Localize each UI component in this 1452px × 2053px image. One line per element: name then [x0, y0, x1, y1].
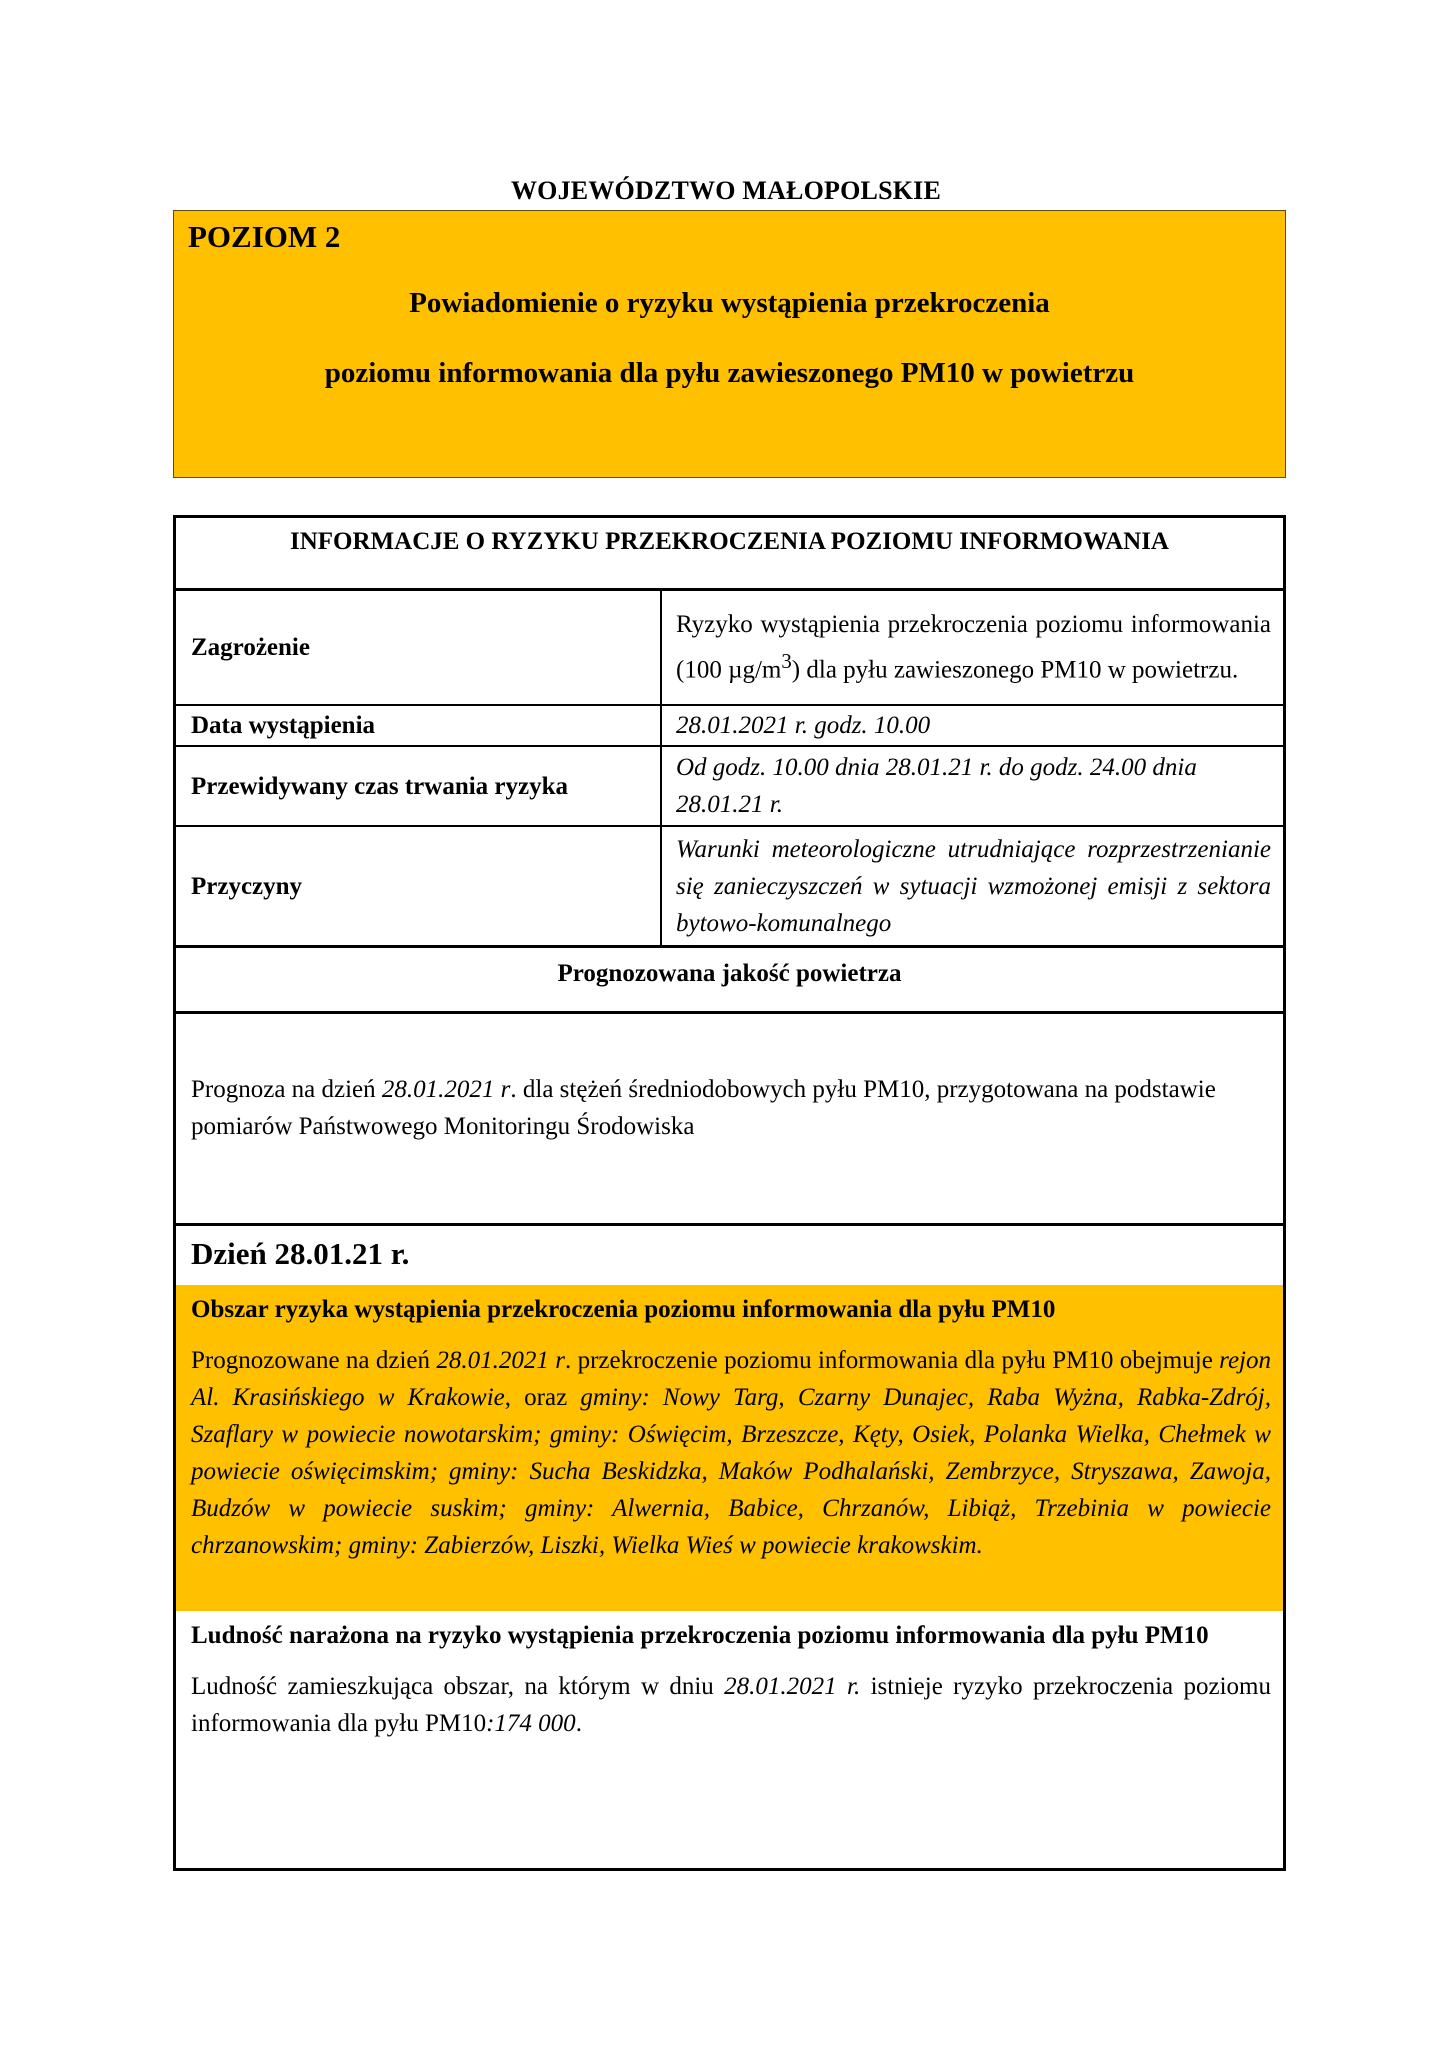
table-row-date [176, 705, 1283, 746]
area-municipalities: gminy: Nowy Targ, Czarny Dunajec, Raba Wyżna, Rabka-Zdrój, Szaflary w powiecie nowotarskim; gminy: Oświęcim, Brzeszcze, Kęty, Osiek, Polanka Wielka, Chełmek w powiecie oświęcimskim; gminy: Sucha Beskidzka, Maków Podhalański, Zembrzyce, Stryszawa, Zawoja, Budzów w powiecie suskim; gminy: Alwernia, Babice, Chrzanów, Libiąż, Trzebinia w powiecie chrzanowskim; gminy: Zabierzów, Liszki, Wielka Wieś w powiecie krakowskim. [191, 1384, 1271, 1559]
table-row-causes [176, 826, 1283, 947]
region-title: WOJEWÓDZTWO MAŁOPOLSKIE [510, 176, 942, 205]
info-table [173, 515, 1286, 1871]
row-value: 28.01.2021 r. godz. 10.00 [661, 705, 1283, 746]
population-date: 28.01.2021 r. [724, 1673, 861, 1700]
row-value: Warunki meteorologiczne utrudniające rozprzestrzenianie się zanieczyszczeń w sytuacji wzmożonej emisji z sektora bytowo-komunalnego [661, 826, 1283, 947]
population-text-mid: istnieje ryzyko przekroczenia poziomu informowania dla pyłu PM10 [191, 1673, 1271, 1737]
banner-title-line-2: poziomu informowania dla pyłu zawieszonego PM10 w powietrzu [324, 357, 1135, 389]
row-label: Przewidywany czas trwania ryzyka [176, 746, 661, 826]
population-text [191, 1668, 1271, 1742]
row-label: Data wystąpienia [176, 705, 661, 746]
row-value: Od godz. 10.00 dnia 28.01.21 r. do godz. 24.00 dnia 28.01.21 r. [661, 746, 1283, 826]
row-label: Przyczyny [176, 826, 661, 947]
row-value [661, 591, 1283, 705]
forecast-text-post: . dla stężeń średniodobowych pyłu PM10, przygotowana na podstawie pomiarów Państwowego Monitoringu Środowiska [191, 1076, 1216, 1140]
risk-details-table [176, 591, 1283, 948]
threat-text-end: ) dla pyłu zawieszonego PM10 w powietrzu. [791, 656, 1239, 684]
population-text-post: . [575, 1710, 582, 1737]
forecast-text-pre: Prognoza na dzień [191, 1076, 382, 1103]
row-label: Zagrożenie [176, 591, 661, 705]
alert-level-banner [173, 210, 1286, 478]
unit-superscript: 3 [781, 649, 792, 674]
risk-area-text [191, 1342, 1271, 1564]
info-heading: INFORMACJE O RYZYKU PRZEKROCZENIA POZIOMU INFORMOWANIA [176, 518, 1283, 591]
day-title: Dzień 28.01.21 r. [191, 1236, 410, 1271]
risk-area-section [176, 1285, 1283, 1611]
population-text-pre: Ludność zamieszkująca obszar, na którym w dniu [191, 1673, 725, 1700]
area-date: 28.01.2021 r [436, 1347, 565, 1374]
alert-level: POZIOM 2 [188, 219, 341, 254]
area-text-mid2: , oraz [504, 1384, 581, 1411]
population-section [176, 1617, 1283, 1742]
banner-title-line-1: Powiadomienie o ryzyku wystąpienia przekroczenia [409, 287, 1050, 319]
forecast-date: 28.01.2021 r [381, 1076, 511, 1103]
table-row-duration [176, 746, 1283, 826]
area-text-pre: Prognozowane na dzień [191, 1347, 437, 1374]
area-text-mid: . przekroczenie poziomu informowania dla pyłu PM10 obejmuje [564, 1347, 1220, 1374]
forecast-text [176, 1014, 1283, 1226]
area-region: rejon Al. Krasińskiego w Krakowie [191, 1347, 1271, 1411]
population-value: :174 000 [486, 1710, 576, 1737]
table-row-threat [176, 591, 1283, 705]
population-heading: Ludność narażona na ryzyko wystąpienia przekroczenia poziomu informowania dla pyłu PM10 [191, 1622, 1209, 1649]
threat-text: Ryzyko wystąpienia przekroczenia poziomu informowania (100 µg/m [676, 611, 1271, 684]
forecast-heading: Prognozowana jakość powietrza [176, 946, 1283, 1014]
risk-area-heading: Obszar ryzyka wystąpienia przekroczenia poziomu informowania dla pyłu PM10 [191, 1296, 1056, 1323]
